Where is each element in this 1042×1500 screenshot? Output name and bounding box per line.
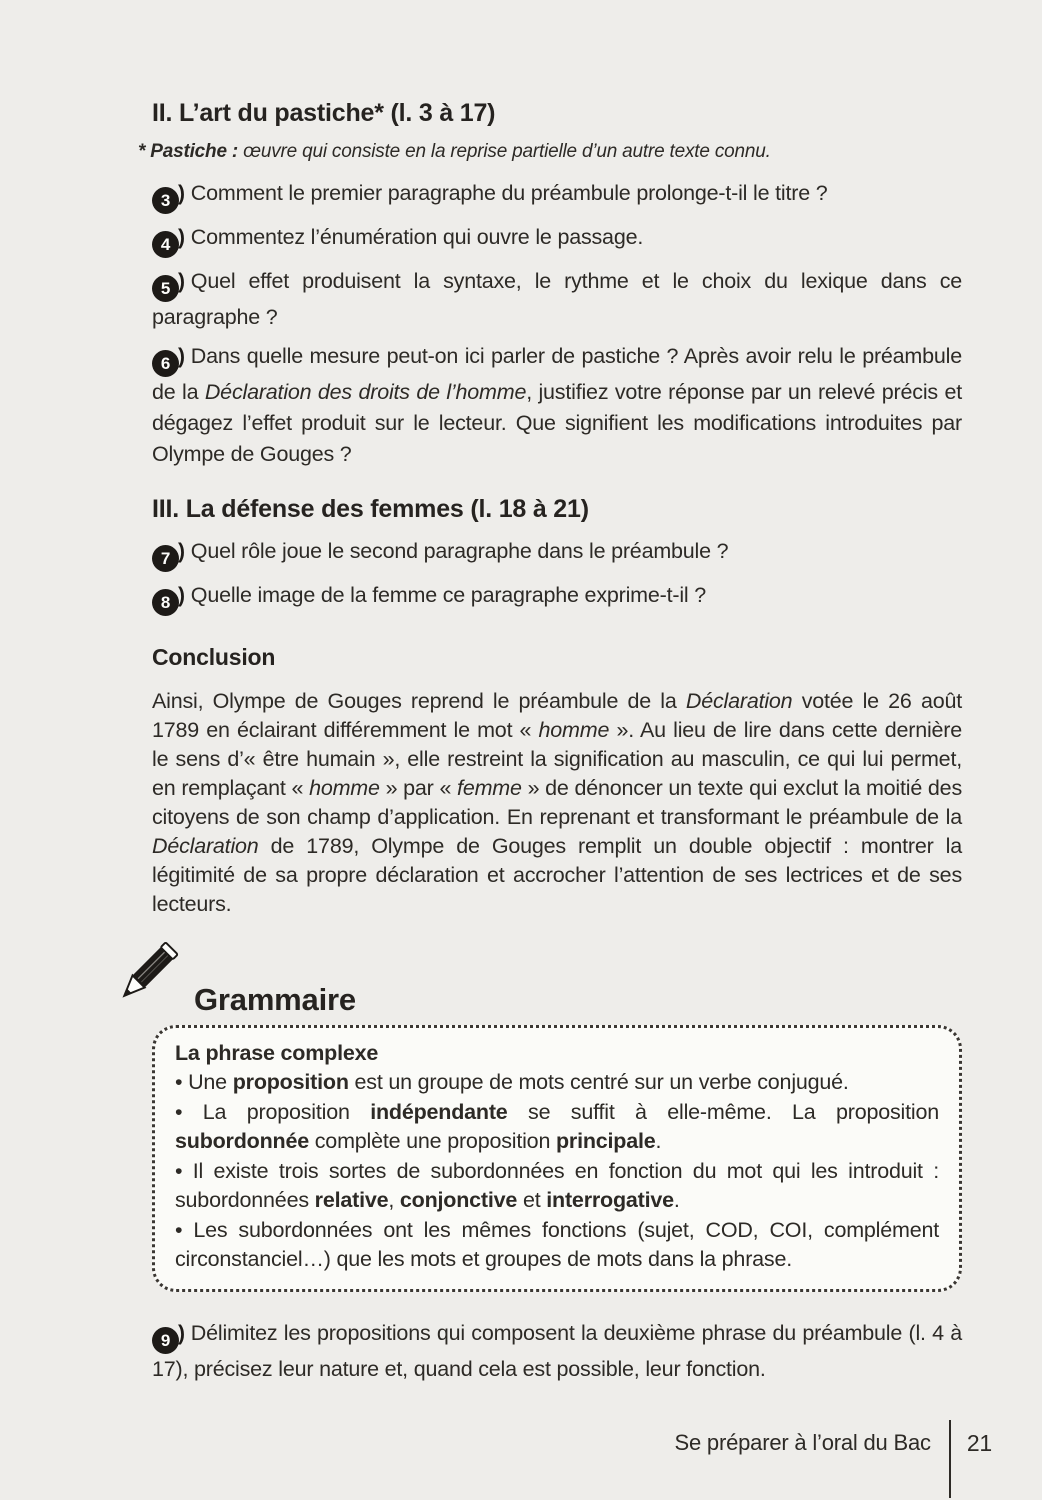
grammaire-header <box>110 941 962 1019</box>
question-4-text: Commentez l’énumération qui ouvre le passage. <box>190 225 644 249</box>
badge-paren: ) <box>178 584 185 607</box>
badge-paren: ) <box>178 345 185 368</box>
question-6 <box>152 341 962 470</box>
section-2-title: II. L’art du pastiche* (l. 3 à 17) <box>152 99 496 127</box>
badge-paren: ) <box>178 226 185 249</box>
conclusion-paragraph: Ainsi, Olympe de Gouges reprend le préambule de la Déclaration votée le 26 août 1789 en éclairant différemment le mot « homme ». Au lieu de lire dans cette dernière le sens d’« être humain », elle restreint la signification au masculin, ce qui lui permet, en remplaçant « homme » par « femme » de dénoncer un texte qui exclut la moitié des citoyens de son champ d’application. En reprenant et transformant le préambule de la Déclaration de 1789, Olympe de Gouges remplit un double objectif : montrer la légitimité de sa propre déclaration et accrocher l’attention de ses lectrices et de ses lecteurs. <box>152 689 962 916</box>
section-3-title: III. La défense des femmes (l. 18 à 21) <box>152 495 589 523</box>
question-6-text: Dans quelle mesure peut-on ici parler de pastiche ? Après avoir relu le préambule de la Déclaration des droits de l’homme, justifiez votre réponse par un relevé précis et dégagez l’effet produit sur le lecteur. Que signifient les modifications introduites par Olympe de Gouges ? <box>152 344 962 466</box>
number-circle-icon: 5 <box>152 275 179 302</box>
page-number: 21 <box>966 1430 992 1456</box>
question-4-number-badge <box>152 225 185 254</box>
badge-paren: ) <box>178 1321 185 1345</box>
footer-section-label: Se préparer à l’oral du Bac <box>674 1430 931 1455</box>
badge-paren: ) <box>178 270 185 293</box>
question-8 <box>152 580 962 616</box>
question-7 <box>152 536 962 572</box>
number-circle-icon: 7 <box>152 545 179 572</box>
grammar-bullet-3: • Il existe trois sortes de subordonnées en fonction du mot qui les introduit : subordonnées relative, conjonctive et interrogative. <box>175 1158 939 1212</box>
grammar-rule-box <box>152 1025 962 1292</box>
question-9-number-badge <box>152 1321 185 1350</box>
badge-paren: ) <box>178 540 185 563</box>
footer-divider <box>949 1420 951 1498</box>
grammaire-heading: Grammaire <box>194 982 356 1017</box>
grammar-bullet-2: • La proposition indépendante se suffit à elle-même. La proposition subordonnée complète une proposition principale. <box>175 1099 939 1153</box>
question-4 <box>152 222 962 258</box>
number-circle-icon: 6 <box>152 350 179 377</box>
number-circle-icon: 9 <box>152 1327 179 1354</box>
question-3-text: Comment le premier paragraphe du préambule prolonge-t-il le titre ? <box>190 181 828 205</box>
question-5-number-badge <box>152 269 185 298</box>
badge-paren: ) <box>178 182 185 205</box>
question-8-text: Quelle image de la femme ce paragraphe exprime-t-il ? <box>190 583 707 607</box>
question-5-text: Quel effet produisent la syntaxe, le rythme et le choix du lexique dans ce paragraphe ? <box>152 269 962 329</box>
question-9-text: Délimitez les propositions qui composent la deuxième phrase du préambule (l. 4 à 17), précisez leur nature et, quand cela est possible, leur fonction. <box>152 1320 962 1381</box>
grammar-box-title: La phrase complexe <box>175 1041 379 1065</box>
question-9 <box>152 1318 962 1385</box>
pastiche-footnote: * Pastiche : œuvre qui consiste en la reprise partielle d’un autre texte connu. <box>138 141 771 162</box>
number-circle-icon: 4 <box>152 231 179 258</box>
question-7-text: Quel rôle joue le second paragraphe dans le préambule ? <box>190 539 729 563</box>
page-footer <box>675 1420 993 1498</box>
question-8-number-badge <box>152 583 185 612</box>
grammar-bullet-4: • Les subordonnées ont les mêmes fonctions (sujet, COD, COI, complément circonstanciel…) que les mots et groupes de mots dans la phrase. <box>175 1217 939 1271</box>
question-3 <box>152 178 962 214</box>
number-circle-icon: 8 <box>152 589 179 616</box>
grammar-bullet-1: • Une proposition est un groupe de mots centré sur un verbe conjugué. <box>175 1070 849 1094</box>
question-7-number-badge <box>152 539 185 568</box>
question-3-number-badge <box>152 181 185 210</box>
question-6-number-badge <box>152 344 185 373</box>
conclusion-title: Conclusion <box>152 644 276 670</box>
pencil-icon <box>110 941 192 1019</box>
number-circle-icon: 3 <box>152 187 179 214</box>
question-5 <box>152 266 962 333</box>
